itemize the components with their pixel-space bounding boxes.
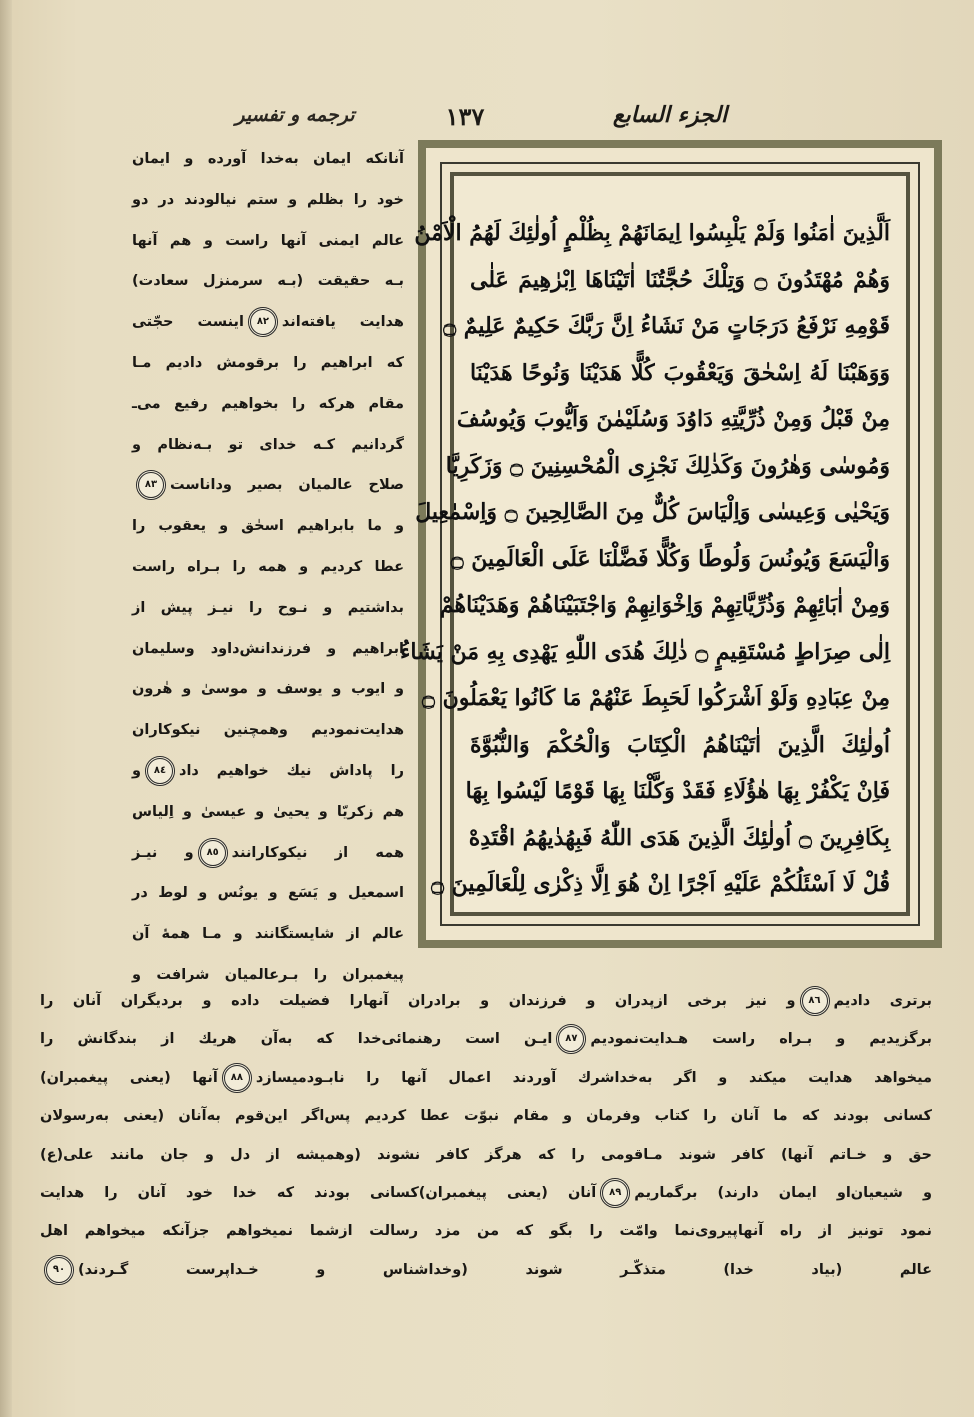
side-translation-line [132, 506, 404, 547]
bottom-translation-line [40, 1136, 932, 1174]
translation-text: پیغمبران را بـرعالمیان شرافت و [132, 966, 404, 983]
translation-text: عالم (بیاد خدا) متذکّـر شوند (وخداشناس و خـداپرست گـردند) [78, 1261, 932, 1278]
side-translation-line [132, 914, 404, 955]
translation-text: آنها (یعنی پیغمبران) [40, 1069, 218, 1086]
side-translation-line [132, 261, 404, 302]
frame-border-inner [400, 172, 910, 916]
quran-line: فَاِنْ يَكْفُرْ بِهَا هٰؤُلَاءِ فَقَدْ وَكَّلْنَا بِهَا قَوْمًا لَيْسُوا بِهَا [465, 778, 890, 804]
side-translation-line [132, 873, 404, 914]
quran-arabic-text [400, 210, 891, 908]
translation-text: را پاداش نیك خواهیم داد [179, 762, 404, 779]
side-translation-line [132, 465, 404, 506]
persian-translation-bottom [40, 982, 932, 1289]
translation-text: مقام هرکه را بخواهیم رفیع می‌ـ [132, 395, 404, 412]
bottom-translation-line [40, 1251, 932, 1289]
page-binding-edge [0, 0, 12, 1417]
side-translation-line [132, 792, 404, 833]
side-translation-line [132, 629, 404, 670]
translation-text: اینست حجّتی [132, 314, 244, 331]
translation-text: خود را بظلم و ستم نیالودند در دو [132, 191, 404, 208]
bottom-translation-line [40, 1174, 932, 1212]
side-translation-line [132, 221, 404, 262]
quran-line: وَهُمْ مُهْتَدُونَ ۝ وَتِلْكَ حُجَّتُنَا اٰتَيْنَاهَا اِبْرٰهِيمَ عَلٰى [470, 266, 891, 293]
quran-line: وَمُوسٰى وَهٰرُونَ وَكَذٰلِكَ نَجْزِى الْمُحْسِنِينَ ۝ وَزَكَرِيَّا [445, 452, 890, 479]
header-title-left: ترجمه و تفسیر [235, 104, 355, 126]
translation-text: بـه حقیقت (بـه سرمنزل سعادت) [132, 273, 404, 290]
quran-line: مِنْ عِبَادِهِ وَلَوْ اَشْرَكُوا لَحَبِطَ عَنْهُمْ مَا كَانُوا يَعْمَلُونَ ۝ [422, 685, 890, 711]
translation-text: ابراهیم و فرزندانش‌داود وسلیمان [132, 640, 404, 657]
quran-line: اِلٰى صِرَاطٍ مُسْتَقِيمٍ ۝ ذٰلِكَ هُدَى اللّٰهِ يَهْدِى بِهِ مَنْ يَشَاءُ [400, 638, 890, 665]
quran-line: بِكَافِرِينَ ۝ اُولٰئِكَ الَّذِينَ هَدَى اللّٰهُ فَبِهُدٰيهُمُ اقْتَدِهْ [468, 824, 890, 851]
translation-text: همه از نیکوکارانند [231, 844, 404, 861]
translation-text: و نیز برخی ازپدران و فرزندان و برادران آنهارا فضیلت داده و بردیگران آنان را [40, 993, 796, 1009]
quran-line: قُلْ لَا اَسْئَلُكُمْ عَلَيْهِ اَجْرًا اِنْ هُوَ اِلَّا ذِكْرٰى لِلْعَالَمِينَ ۝ [431, 871, 890, 897]
verse-number-marker: ٨٨ [222, 1063, 252, 1093]
quran-line: وَالْيَسَعَ وَيُونُسَ وَلُوطًا وَكُلًّا فَضَّلْنَا عَلَى الْعَالَمِينَ ۝ [450, 545, 890, 572]
translation-text: عطا کردیم و همه را بـراه راست [132, 558, 404, 575]
side-translation-line [132, 669, 404, 710]
verse-number-marker: ٨٤ [145, 756, 175, 786]
translation-text: برگزیدیم و بـراه راست هـدایت‌نمودیم [590, 1031, 932, 1048]
side-translation-line [132, 180, 404, 221]
translation-text: آنانکه ایمان به‌خدا آورده و ایمان [132, 151, 404, 167]
side-translation-line [132, 833, 404, 874]
translation-text: و [132, 762, 142, 779]
translation-text: هم زکریّا و یحییٰ و عیسیٰ و اِلیاس [132, 803, 404, 820]
quran-text-frame [400, 140, 942, 948]
translation-text: آنان (یعنی پیغمبران)کسانی بودند که خدا خود آنان را هدایت [40, 1184, 597, 1201]
quran-line: مِنْ قَبْلُ وَمِنْ ذُرِّيَّتِهِ دَاوُدَ وَسُلَيْمٰنَ وَاَيُّوبَ وَيُوسُفَ [456, 406, 890, 432]
translation-text: برتری دادیم [833, 993, 932, 1009]
frame-border-middle [400, 162, 920, 926]
side-translation-line [132, 384, 404, 425]
verse-number-marker: ٨٢ [248, 307, 278, 337]
translation-text: و ایوب و یوسف و موسیٰ و هٰرون [132, 681, 404, 698]
bottom-translation-line [40, 1097, 932, 1135]
translation-text: میخواهد هدایت میکند و اگر به‌خداشرك آوردند اعمال آنها را نابـودمیسازد [255, 1069, 932, 1086]
side-translation-line [132, 425, 404, 466]
side-translation-line [132, 751, 404, 792]
persian-translation-side [132, 139, 404, 996]
verse-number-marker: ٨٣ [136, 470, 166, 500]
quran-line: وَيَحْيٰى وَعِيسٰى وَاِلْيَاسَ كُلٌّ مِنَ الصَّالِحِينَ ۝ وَاِسْمٰعِيلَ [415, 499, 890, 525]
translation-text: و ما بابراهیم اسحٰق و یعقوب را [132, 518, 404, 535]
translation-text: و شیعیان‌او ایمان دارند) برگماریم [634, 1184, 932, 1201]
bottom-translation-line [40, 1020, 932, 1058]
translation-text: عالم از شایستگانند و مـا همهٔ آن [132, 926, 404, 943]
bottom-translation-line [40, 1212, 932, 1250]
side-translation-line [132, 343, 404, 384]
translation-text: اسمعیل و یَسَع و یونُس و لوط در [132, 885, 404, 902]
translation-text: حق و خـاتم آنها) کافر شوند مـاقومی را که هرگز کافر نشوند (وهمیشه از دل و جان مانند علی(ع) [40, 1146, 932, 1163]
page-header [200, 100, 760, 140]
quran-line: اُولٰئِكَ الَّذِينَ اٰتَيْنَاهُمُ الْكِتَابَ وَالْحُكْمَ وَالنُّبُوَّةَ [470, 731, 890, 758]
translation-text: هدایت‌نمودیم وهمچنین نیکوکاران [132, 722, 404, 739]
verse-number-marker: ٨٦ [800, 986, 830, 1016]
verse-number-marker: ٨٩ [600, 1178, 630, 1208]
translation-text: که ابراهیم را برقومش دادیم مـا [132, 354, 404, 371]
quran-line: قَوْمِهِ نَرْفَعُ دَرَجَاتٍ مَنْ نَشَاءُ اِنَّ رَبَّكَ حَكِيمٌ عَلِيمٌ ۝ [443, 313, 890, 339]
translation-text: کسانی بودند که ما آنان را کتاب وفرمان و مقام نبوّت عطا کردیم پس‌اگر این‌قوم به‌آنان (یعنی به‌رسولان [40, 1108, 932, 1125]
translation-text: گردانیم کـه خدای تو بـه‌نظام و [132, 436, 404, 453]
verse-number-marker: ٨٥ [198, 838, 228, 868]
bottom-translation-line [40, 1059, 932, 1097]
quran-line: وَوَهَبْنَا لَهُ اِسْحٰقَ وَيَعْقُوبَ كُلًّا هَدَيْنَا وَنُوحًا هَدَيْنَا [470, 359, 890, 386]
translation-text: هدایت یافته‌اند [281, 314, 404, 331]
translation-text: عالم ایمنی آنها راست و هم آنها [132, 232, 404, 249]
header-juz-title: الجزء السابع [612, 102, 728, 128]
side-translation-line [132, 710, 404, 751]
translation-text: و نیـز [132, 844, 194, 861]
side-translation-line [132, 302, 404, 343]
bottom-translation-line [40, 982, 932, 1020]
side-translation-line [132, 547, 404, 588]
page-number: ١٣٧ [445, 102, 485, 131]
translation-text: بداشتیم و نـوح را نیـز پیش از [132, 599, 404, 616]
translation-text: نمود تونیز از راه آنهاپیروی‌نما وامّت را بگو که من مزد رسالت ازشما نمیخواهم جزآنکه میخواهم اهل [40, 1223, 932, 1240]
quran-line: اَلَّذِينَ اٰمَنُوا وَلَمْ يَلْبِسُوا اِيمَانَهُمْ بِظُلْمٍ اُولٰئِكَ لَهُمُ الْاَمْنُ [414, 220, 890, 246]
translation-text: ایـن است رهنمائی‌خدا که به‌آن هریك از بندگانش را [40, 1031, 553, 1048]
side-translation-line [132, 588, 404, 629]
side-translation-line [132, 139, 404, 180]
verse-number-marker: ٨٧ [556, 1024, 586, 1054]
translation-text: صلاح عالمیان بصیر وداناست [170, 477, 404, 494]
quran-line: وَمِنْ اٰبَائِهِمْ وَذُرِّيَّاتِهِمْ وَاِخْوَانِهِمْ وَاجْتَبَيْنَاهُمْ وَهَدَيْنَاهُمْ [439, 592, 890, 618]
verse-number-marker: ٩٠ [44, 1255, 74, 1285]
